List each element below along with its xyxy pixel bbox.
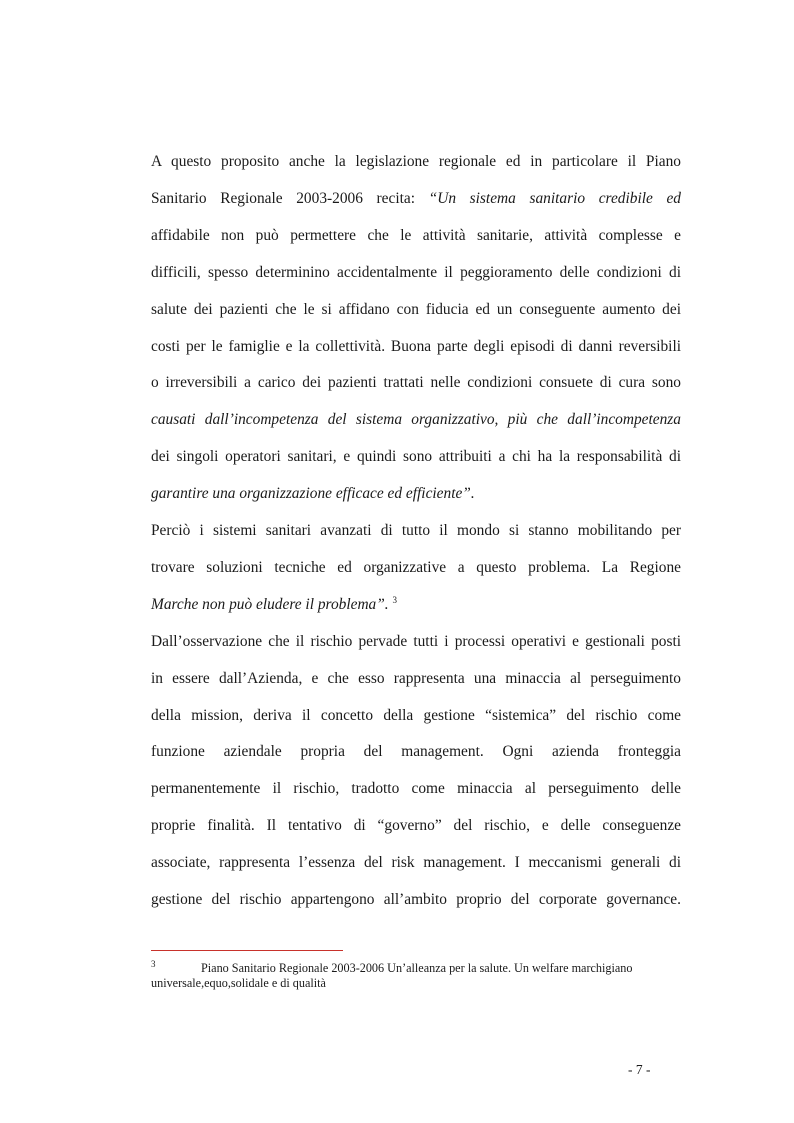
text-span: costi per le famiglie e la collettività. Buona parte degli episodi di danni reversibili [151, 338, 681, 355]
text-span: della mission, deriva il concetto della gestione “sistemica” del rischio come [151, 707, 681, 724]
text-line [151, 482, 681, 506]
text-line [151, 851, 681, 875]
text-span: difficili, spesso determinino accidentalmente il peggioramento delle condizioni di [151, 264, 681, 281]
text-line [151, 814, 681, 838]
text-span: Sanitario Regionale 2003-2006 recita: [151, 190, 429, 207]
text-line [151, 335, 681, 359]
italic-text: garantire una organizzazione efficace ed efficiente”. [151, 485, 475, 502]
text-line [151, 704, 681, 728]
text-line [151, 740, 681, 764]
text-line [151, 224, 681, 248]
text-line [151, 408, 681, 432]
footnote-text-line-2: universale,equo,solidale e di qualità [151, 976, 326, 990]
text-span: associate, rappresenta l’essenza del risk management. I meccanismi generali di [151, 854, 681, 871]
text-line [151, 261, 681, 285]
footnote-separator [151, 950, 343, 951]
text-line [151, 519, 681, 543]
text-line [151, 150, 681, 174]
text-span: dei singoli operatori sanitari, e quindi sono attribuiti a chi ha la responsabilità di [151, 448, 681, 465]
text-line [151, 630, 681, 654]
italic-text: “Un sistema sanitario credibile ed [428, 190, 681, 207]
text-line [151, 667, 681, 691]
text-line [151, 593, 681, 617]
text-span: affidabile non può permettere che le attività sanitarie, attività complesse e [151, 227, 681, 244]
text-span: A questo proposito anche la legislazione regionale ed in particolare il Piano [151, 153, 681, 170]
text-span: o irreversibili a carico dei pazienti trattati nelle condizioni consuete di cura sono [151, 374, 681, 391]
text-line [151, 371, 681, 395]
footnote-text-line-1: Piano Sanitario Regionale 2003-2006 Un’alleanza per la salute. Un welfare marchigiano [201, 961, 633, 975]
text-line [151, 445, 681, 469]
italic-text: Marche non può eludere il problema”. [151, 596, 389, 613]
footnote-reference: 3 [392, 595, 398, 605]
page-number: - 7 - [628, 1062, 651, 1077]
text-line [151, 777, 681, 801]
text-line [151, 556, 681, 580]
text-span: salute dei pazienti che le si affidano con fiducia ed un conseguente aumento dei [151, 301, 681, 318]
text-span: funzione aziendale propria del management. Ogni azienda fronteggia [151, 743, 681, 760]
text-span: gestione del rischio appartengono all’ambito proprio del corporate governance. [151, 891, 681, 908]
footnote-number: 3 [151, 959, 156, 969]
italic-text: causati dall’incompetenza del sistema organizzativo, più che dall’incompetenza [151, 411, 681, 428]
text-span: Dall’osservazione che il rischio pervade tutti i processi operativi e gestionali posti [151, 633, 681, 650]
text-line [151, 888, 681, 912]
text-span: in essere dall’Azienda, e che esso rappresenta una minaccia al perseguimento [151, 670, 681, 687]
text-span: Perciò i sistemi sanitari avanzati di tutto il mondo si stanno mobilitando per [151, 522, 681, 539]
text-span: proprie finalità. Il tentativo di “governo” del rischio, e delle conseguenze [151, 817, 681, 834]
text-line [151, 187, 681, 211]
text-line [151, 298, 681, 322]
text-span: trovare soluzioni tecniche ed organizzative a questo problema. La Regione [151, 559, 681, 576]
text-span: permanentemente il rischio, tradotto come minaccia al perseguimento delle [151, 780, 681, 797]
